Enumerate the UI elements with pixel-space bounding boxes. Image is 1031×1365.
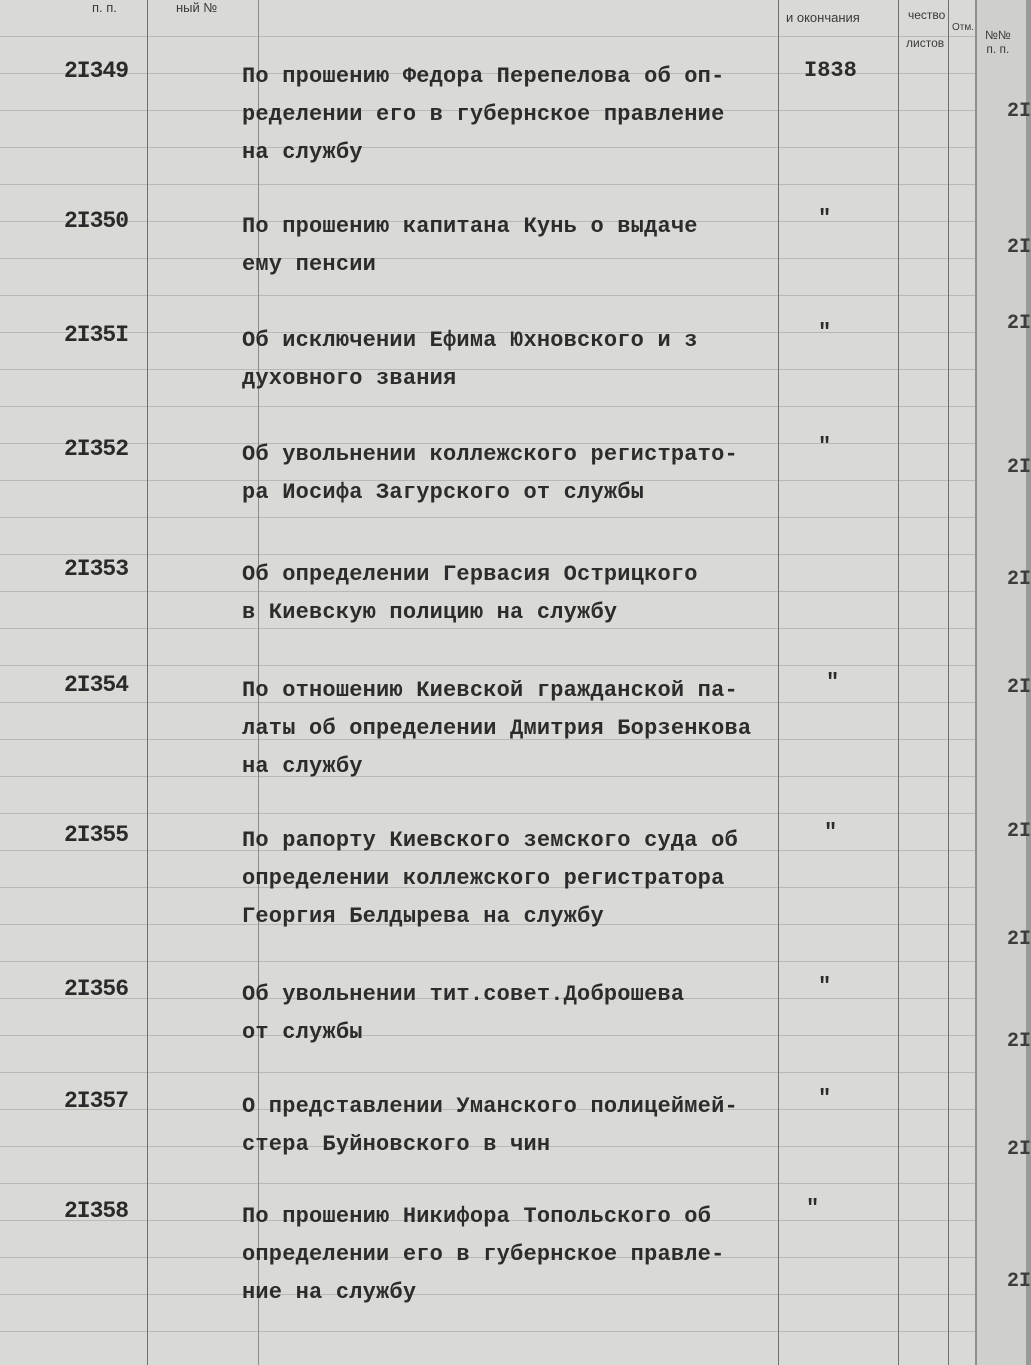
adjacent-entry-number: 2I [1007,456,1031,479]
entry-number: 2I35I [64,322,129,348]
ditto-mark: " [806,1196,820,1221]
entry-number: 2I352 [64,436,129,462]
entry-description: О представлении Уманского полицеймей- стера Буйновского в чин [242,1094,738,1157]
adjacent-entry-number: 2I [1007,928,1031,951]
header-index: ный № [176,0,218,15]
register-entry [0,436,975,556]
register-entry [0,1198,975,1318]
adjacent-page-header: №№ п. п. [985,28,1011,56]
entry-number: 2I350 [64,208,129,234]
entry-number: 2I353 [64,556,129,582]
register-entry [0,322,975,442]
register-entry [0,208,975,328]
header-sheets-1: чество [908,8,946,22]
adjacent-page-edge [975,0,1031,1365]
header-sheets-2: листов [906,36,945,50]
ditto-mark: " [818,974,832,999]
adjacent-entry-number: 2I [1007,820,1031,843]
entry-number: 2I357 [64,1088,129,1114]
register-entry [0,58,975,178]
register-entry [0,672,975,792]
ditto-mark: " [818,206,832,231]
adjacent-entry-number: 2I [1007,236,1031,259]
ditto-mark: " [818,434,832,459]
register-entry [0,822,975,942]
entry-description: По прошению Никифора Топольского об определении его в губернское правле- ние на службу [242,1204,725,1305]
adjacent-entry-number: 2I [1007,100,1031,123]
register-entry [0,556,975,676]
ditto-mark: " [826,670,840,695]
adjacent-entry-number: 2I [1007,568,1031,591]
entry-number: 2I349 [64,58,129,84]
header-remark: Отм. [952,22,975,33]
entry-number: 2I358 [64,1198,129,1224]
register-entry [0,1088,975,1208]
register-entry [0,976,975,1096]
entry-description: Об исключении Ефима Юхновского и з духовного звания [242,328,698,391]
ditto-mark: " [824,820,838,845]
entry-date: I838 [804,58,857,83]
entry-description: Об определении Гервасия Острицкого в Киевскую полицию на службу [242,562,698,625]
entry-description: Об увольнении коллежского регистрато- ра Иосифа Загурского от службы [242,442,738,505]
adjacent-entry-number: 2I [1007,676,1031,699]
adjacent-entry-number: 2I [1007,1270,1031,1293]
adjacent-entry-number: 2I [1007,1138,1031,1161]
entry-number: 2I354 [64,672,129,698]
ditto-mark: " [818,1086,832,1111]
ditto-mark: " [818,320,832,345]
entry-description: По отношению Киевской гражданской па- латы об определении Дмитрия Борзенкова на службу [242,678,752,779]
entry-description: По прошению Федора Перепелова об оп- ределении его в губернское правление на службу [242,64,725,165]
adjacent-entry-number: 2I [1007,312,1031,335]
header-dates: и окончания [786,10,860,25]
entry-description: Об увольнении тит.совет.Доброшева от службы [242,982,685,1045]
entry-number: 2I355 [64,822,129,848]
adjacent-entry-number: 2I [1007,1030,1031,1053]
entry-number: 2I356 [64,976,129,1002]
entry-description: По прошению капитана Кунь о выдаче ему пенсии [242,214,698,277]
entry-description: По рапорту Киевского земского суда об определении коллежского регистратора Георгия Белдырева на службу [242,828,738,929]
header-num: п. п. [92,0,117,15]
